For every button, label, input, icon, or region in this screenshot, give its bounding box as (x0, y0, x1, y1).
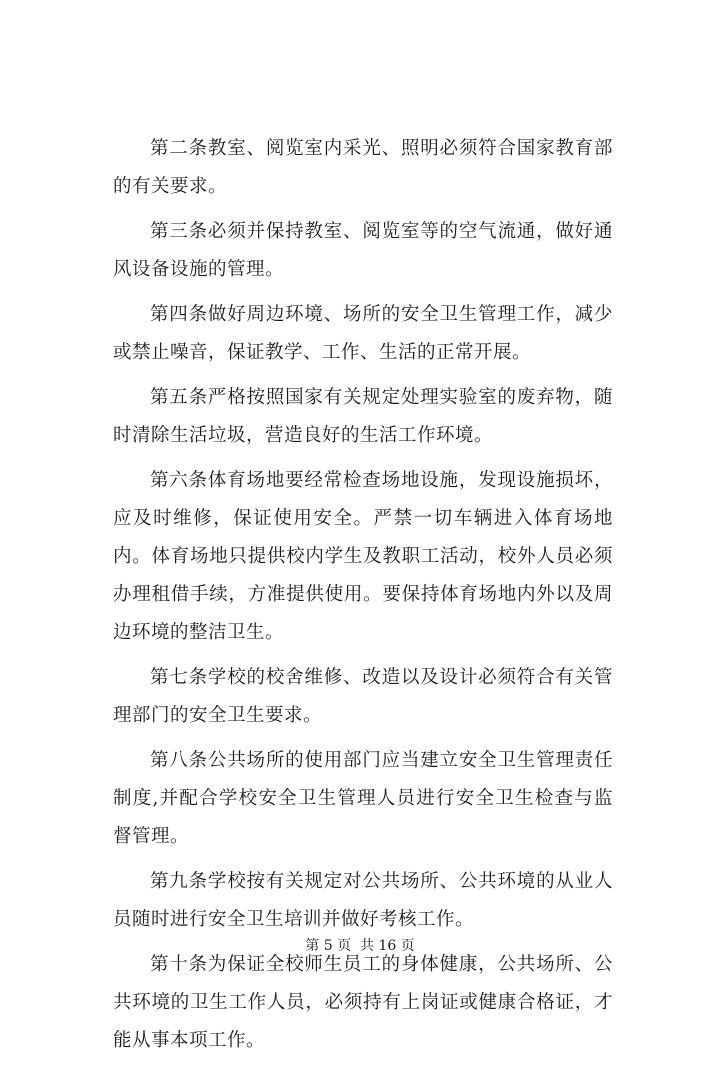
paragraph-article-4: 第四条做好周边环境、场所的安全卫生管理工作，减少或禁止噪音，保证教学、工作、生活的正常开展。 (113, 304, 613, 363)
paragraph-article-7: 第七条学校的校舍维修、改造以及设计必须符合有关管理部门的安全卫生要求。 (113, 667, 613, 726)
page-number-footer: 第 5 页 共 16 页 (305, 938, 415, 954)
paragraph-article-5: 第五条严格按照国家有关规定处理实验室的废弃物，随时清除生活垃圾，营造良好的生活工作环境。 (113, 387, 613, 446)
paragraph-article-6: 第六条体育场地要经常检查场地设施，发现设施损坏，应及时维修，保证使用安全。严禁一切车辆进入体育场地内。体育场地只提供校内学生及教职工活动，校外人员必须办理租借手续，方准提供使用。要保持体育场地内外以及周边环境的整洁卫生。 (113, 470, 613, 643)
paragraph-article-10: 第十条为保证全校师生员工的身体健康，公共场所、公共环境的卫生工作人员，必须持有上岗证或健康合格证，才能从事本项工作。 (113, 954, 613, 1051)
paragraph-article-8: 第八条公共场所的使用部门应当建立安全卫生管理责任制度,并配合学校安全卫生管理人员进行安全卫生检查与监督管理。 (113, 750, 613, 847)
paragraph-article-9: 第九条学校按有关规定对公共场所、公共环境的从业人员随时进行安全卫生培训并做好考核工作。 (113, 871, 613, 930)
paragraph-article-2: 第二条教室、阅览室内采光、照明必须符合国家教育部的有关要求。 (113, 138, 613, 197)
document-body (113, 130, 613, 1067)
paragraph-article-3: 第三条必须并保持教室、阅览室等的空气流通，做好通风设备设施的管理。 (113, 221, 613, 280)
